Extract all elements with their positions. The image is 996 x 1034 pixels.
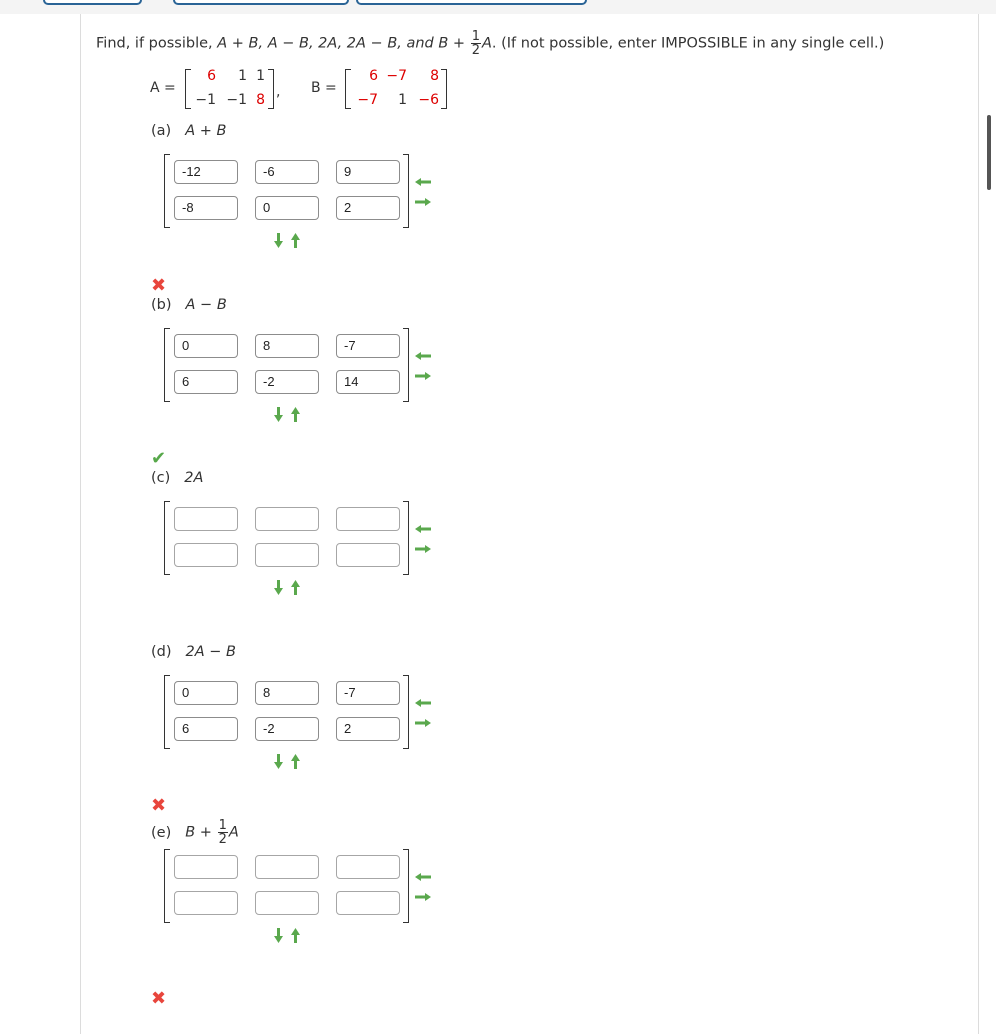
part-letter: (d) (151, 644, 172, 660)
part-label-b (151, 297, 227, 313)
x-mark-icon: ✖ (151, 795, 167, 816)
prompt-pre: Find, if possible, (96, 35, 213, 52)
part-letter: (b) (151, 297, 172, 313)
matrix-b-right-bracket (441, 69, 447, 109)
answer-cell-r2-c3[interactable]: 14 (336, 370, 400, 394)
answer-cell-r1-c2[interactable]: -6 (255, 160, 319, 184)
answer-cell-r2-c3[interactable]: 2 (336, 717, 400, 741)
arrow-left-icon[interactable] (415, 695, 431, 711)
arrow-right-icon[interactable] (415, 368, 431, 384)
arrow-left-icon[interactable] (415, 869, 431, 885)
arrow-right-icon[interactable] (415, 541, 431, 557)
answer-cell-r2-c2[interactable] (255, 891, 319, 915)
arrow-left-icon[interactable] (415, 521, 431, 537)
answer-cell-r2-c3[interactable] (336, 543, 400, 567)
arrow-left-icon[interactable] (415, 174, 431, 190)
answer-cell-r1-c3[interactable] (336, 855, 400, 879)
answer-cell-r2-c2[interactable]: 0 (255, 196, 319, 220)
answer-cell-r2-c2[interactable]: -2 (255, 717, 319, 741)
part-letter: (c) (151, 470, 171, 486)
scrollbar[interactable] (987, 115, 991, 190)
answer-cell-r1-c2[interactable]: 8 (255, 681, 319, 705)
arrow-up-icon[interactable] (291, 754, 300, 773)
part-var: A (228, 824, 239, 841)
arrow-down-icon[interactable] (274, 407, 283, 426)
answer-matrix-left-bracket (164, 501, 170, 575)
answer-cell-r2-c2[interactable] (255, 543, 319, 567)
part-label-d (151, 644, 236, 660)
matrix_B-cell: −7 (357, 92, 378, 108)
part-label-e (151, 819, 239, 846)
arrow-up-icon[interactable] (291, 580, 300, 599)
part-expression: A − B (185, 297, 227, 313)
matrix_A-cell: −1 (195, 92, 216, 108)
answer-cell-r1-c1[interactable] (174, 507, 238, 531)
answer-matrix-right-bracket (403, 675, 409, 749)
matrix_B-cell: 1 (398, 92, 407, 108)
answer-matrix-left-bracket (164, 849, 170, 923)
answer-cell-r2-c2[interactable]: -2 (255, 370, 319, 394)
part-letter: (a) (151, 123, 172, 139)
x-mark-icon: ✖ (151, 988, 167, 1009)
matrix_A-cell: 1 (256, 68, 265, 84)
answer-cell-r1-c3[interactable] (336, 507, 400, 531)
prompt-list: A + B, A − B, 2A, 2A − B, and B + (217, 35, 466, 52)
part-letter: (e) (151, 824, 172, 841)
fraction-numerator: 1 (471, 29, 480, 44)
fraction-denominator: 2 (218, 832, 227, 847)
answer-cell-r2-c1[interactable]: 6 (174, 370, 238, 394)
matrix-a-right-bracket (268, 69, 274, 109)
answer-matrix-right-bracket (403, 154, 409, 228)
part-fraction (218, 819, 228, 846)
answer-matrix-left-bracket (164, 154, 170, 228)
x-mark-icon: ✖ (151, 275, 167, 296)
answer-cell-r1-c1[interactable]: 0 (174, 681, 238, 705)
part-expression: 2A (184, 470, 204, 486)
part-label-a (151, 123, 226, 139)
matrix_A-cell: 8 (256, 92, 265, 108)
matrix_B-cell: 6 (369, 68, 378, 84)
arrow-down-icon[interactable] (274, 754, 283, 773)
question-prompt (96, 30, 884, 57)
answer-cell-r1-c2[interactable]: 8 (255, 334, 319, 358)
arrow-down-icon[interactable] (274, 928, 283, 947)
matrix_A-cell: −1 (226, 92, 247, 108)
arrow-up-icon[interactable] (291, 928, 300, 947)
matrix_A-cell: 1 (238, 68, 247, 84)
answer-cell-r1-c2[interactable] (255, 855, 319, 879)
arrow-up-icon[interactable] (291, 407, 300, 426)
answer-cell-r1-c3[interactable]: 9 (336, 160, 400, 184)
matrix_B-cell: −7 (386, 68, 407, 84)
answer-cell-r1-c1[interactable]: 0 (174, 334, 238, 358)
answer-cell-r1-c2[interactable] (255, 507, 319, 531)
matrix-b-left-bracket (345, 69, 351, 109)
answer-matrix-right-bracket (403, 328, 409, 402)
answer-cell-r1-c1[interactable]: -12 (174, 160, 238, 184)
prompt-var: A (481, 35, 492, 52)
prompt-tail: . (If not possible, enter IMPOSSIBLE in any single cell.) (491, 35, 885, 52)
answer-cell-r1-c3[interactable]: -7 (336, 681, 400, 705)
answer-cell-r1-c3[interactable]: -7 (336, 334, 400, 358)
toolbar-button-3[interactable] (356, 0, 587, 5)
matrix_B-cell: −6 (418, 92, 439, 108)
arrow-right-icon[interactable] (415, 194, 431, 210)
answer-cell-r2-c1[interactable] (174, 543, 238, 567)
part-label-c (151, 470, 203, 486)
arrow-down-icon[interactable] (274, 233, 283, 252)
fraction-numerator: 1 (218, 818, 227, 833)
part-expression: A + B (185, 123, 227, 139)
matrix_A-cell: 6 (207, 68, 216, 84)
arrow-left-icon[interactable] (415, 348, 431, 364)
part-expression: B + (185, 824, 217, 841)
arrow-up-icon[interactable] (291, 233, 300, 252)
matrix-b-label: B = (311, 80, 337, 96)
matrix-a-comma: , (276, 84, 281, 100)
answer-cell-r2-c1[interactable]: 6 (174, 717, 238, 741)
fraction-denominator: 2 (471, 43, 480, 58)
answer-matrix-right-bracket (403, 501, 409, 575)
toolbar-button-1[interactable] (43, 0, 142, 5)
toolbar-button-2[interactable] (173, 0, 349, 5)
answer-cell-r2-c3[interactable] (336, 891, 400, 915)
arrow-right-icon[interactable] (415, 715, 431, 731)
arrow-down-icon[interactable] (274, 580, 283, 599)
matrix-a-label: A = (150, 80, 176, 96)
answer-cell-r2-c3[interactable]: 2 (336, 196, 400, 220)
matrix_B-cell: 8 (430, 68, 439, 84)
answer-cell-r1-c1[interactable] (174, 855, 238, 879)
answer-cell-r2-c1[interactable]: -8 (174, 196, 238, 220)
check-mark-icon: ✔ (151, 448, 167, 469)
answer-matrix-right-bracket (403, 849, 409, 923)
part-expression: 2A − B (185, 644, 236, 660)
answer-matrix-left-bracket (164, 675, 170, 749)
arrow-right-icon[interactable] (415, 889, 431, 905)
answer-cell-r2-c1[interactable] (174, 891, 238, 915)
prompt-fraction (471, 30, 481, 57)
answer-matrix-left-bracket (164, 328, 170, 402)
